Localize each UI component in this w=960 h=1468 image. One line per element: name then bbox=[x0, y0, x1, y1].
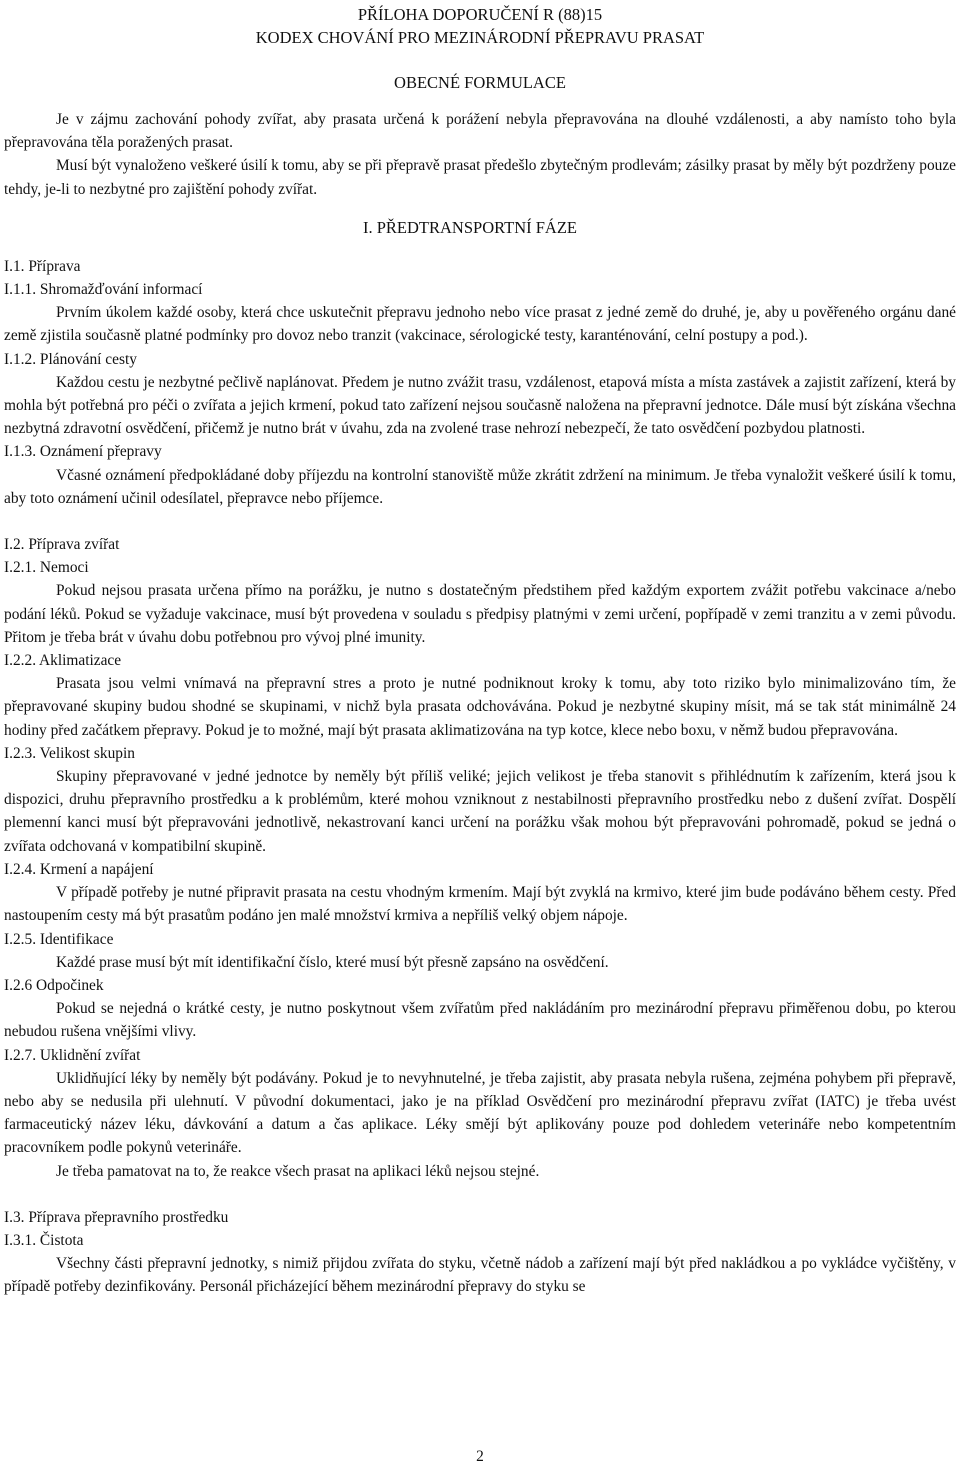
subsection-heading: I.2.7. Uklidnění zvířat bbox=[4, 1046, 141, 1064]
subsection-text: Skupiny přepravované v jedné jednotce by neměly být příliš veliké; jejich velikost je třeba stanovit s přihlédnutím k zařízením, která jsou k dispozici, druhu přepravního prostředku a k problémům, které mohou vzniknout z nestabilnosti přepravního prostředku nebo z dušení zvířat. Dospělí plemenní kanci musí být přepravováni jednotlivě, nekastrovaní kanci určení na porážku však mohou být přepravováni pohromadě, pokud se jedná o zvířata odchovaná v kompatibilní skupině. bbox=[4, 768, 956, 855]
subsection-heading: I.2.5. Identifikace bbox=[4, 930, 114, 948]
document-title-line-2: KODEX CHOVÁNÍ PRO MEZINÁRODNÍ PŘEPRAVU PRASAT bbox=[255, 28, 705, 47]
general-paragraph-1: Je v zájmu zachování pohody zvířat, aby prasata určená k porážení nebyla přepravována na dlouhé vzdálenosti, a aby namísto toho byla přepravována těla poražených prasat. bbox=[4, 111, 956, 152]
subsection-heading: I.3.1. Čistota bbox=[4, 1231, 84, 1249]
subsection-text: Všechny části přepravní jednotky, s nimiž přijdou zvířata do styku, včetně nádob a zařízení mají být před nakládkou a po vykládce vyčištěny, v případě potřeby dezinfikovány. Personál přicházející během mezinárodní přepravy do styku se bbox=[4, 1255, 956, 1296]
subsection-heading: I.2.1. Nemoci bbox=[4, 559, 89, 577]
spacer bbox=[4, 1183, 956, 1206]
subsection-text: Prasata jsou velmi vnímavá na přepravní stres a proto je nutné podniknout kroky k tomu, aby toto riziko bylo minimalizováno tím, že přepravované skupiny budou shodné se skupinami, v nichž byla prasata odchovávána. Pokud je nezbytné skupiny mísit, má se tak stát minimálně 24 hodiny před začátkem přepravy. Pokud je to možné, mají být prasata aklimatizována na typ kotce, klece nebo boxu, v němž budou přepravována. bbox=[4, 675, 956, 739]
subsection-text: Prvním úkolem každé osoby, která chce uskutečnit přepravu jednoho nebo více prasat z jedné země do druhé, je, aby u pověřeného orgánu dané země zjistila současně platné podmínky pro dovoz nebo tranzit (vakcinace, sérologické testy, karanténování, celní postupy a pod.). bbox=[4, 304, 956, 345]
general-section bbox=[4, 108, 956, 201]
subsection-heading: I.1.3. Oznámení přepravy bbox=[4, 443, 162, 461]
phase-heading: I. PŘEDTRANSPORTNÍ FÁZE bbox=[363, 217, 577, 237]
subsection-text: Každou cestu je nezbytné pečlivě naplánovat. Předem je nutno zvážit trasu, vzdálenost, etapová místa a místa zastávek a zajistit zařízení, která by mohla být potřebná pro péči o zvířata a jejich krmení, pokud tato zařízení nejsou současně naložena na přepravní jednotce. Dále musí být získána všechna nezbytná zdravotní osvědčení, přičemž je nutno brát v úvahu, zda na zvolené trase nehrozí nebezpečí, že tato osvědčení pozbydou platnosti. bbox=[4, 373, 956, 438]
subsection-text: Pokud nejsou prasata určena přímo na porážku, je nutno s dostatečným předstihem před každým exportem zvážit potřebu vakcinace a/nebo podání léků. Pokud se vyžaduje vakcinace, musí být provedena v souladu s předpisy platnými v zemi určení, popřípadě v zemi tranzitu a v zemi původu. Přitom je třeba brát v úvahu dobu potřebnou pro vývoj plné imunity. bbox=[4, 582, 956, 646]
subsection-heading: I.2.3. Velikost skupin bbox=[4, 744, 135, 762]
subsection-text: Včasné oznámení předpokládané doby příjezdu na kontrolní stanoviště může zkrátit zdržení na minimum. Je třeba vynaložit veškeré úsilí k tomu, aby toto oznámení učinil odesílatel, přepravce nebo příjemce. bbox=[4, 466, 956, 507]
subsection-text: Pokud se nejedná o krátké cesty, je nutno poskytnout všem zvířatům před nakládáním pro mezinárodní přepravu přiměřenou dobu, po kterou nebudou rušena vnějšími vlivy. bbox=[4, 1000, 956, 1041]
page-number: 2 bbox=[476, 1448, 484, 1465]
subsection-heading: I.1.1. Shromažďování informací bbox=[4, 281, 203, 299]
section-heading: I.2. Příprava zvířat bbox=[4, 536, 120, 554]
general-heading: OBECNÉ FORMULACE bbox=[394, 73, 566, 92]
document-title-line-1: PŘÍLOHA DOPORUČENÍ R (88)15 bbox=[357, 5, 603, 24]
section-heading: I.3. Příprava přepravního prostředku bbox=[4, 1208, 229, 1226]
subsection-heading: I.1.2. Plánování cesty bbox=[4, 350, 137, 368]
spacer bbox=[4, 510, 956, 533]
general-paragraph-2: Musí být vynaloženo veškeré úsilí k tomu, aby se při přepravě prasat předešlo zbytečným prodlevám; zásilky prasat by měly být pozdrženy pouze tehdy, je-li to nezbytné pro zajištění pohody zvířat. bbox=[4, 157, 956, 198]
section-heading: I.1. Příprava bbox=[4, 257, 81, 275]
subsection-heading: I.2.4. Krmení a napájení bbox=[4, 860, 154, 878]
subsection-heading: I.2.6 Odpočinek bbox=[4, 976, 104, 994]
subsection-text: Každé prase musí být mít identifikační číslo, které musí být přesně zapsáno na osvědčení. bbox=[56, 953, 609, 971]
subsection-text: Je třeba pamatovat na to, že reakce všech prasat na aplikaci léků nejsou stejné. bbox=[56, 1162, 540, 1180]
document-page bbox=[4, 0, 956, 1299]
subsection-text: V případě potřeby je nutné připravit prasata na cestu vhodným krmením. Mají být zvyklá na krmivo, které jim bude podáváno během cesty. Před nastoupením cesty má být prasatům podáno jen malé množství krmiva a nepříliš velký objem nápoje. bbox=[4, 884, 956, 925]
subsection-text: Uklidňující léky by neměly být podávány. Pokud je to nevyhnutelné, je třeba zajistit, aby prasata nebyla rušena, zejména pohybem při přepravě, nebo aby se nedusila při ulehnutí. V původní dokumentaci, jako je na příklad Osvědčení pro mezinárodní přepravu zvířat (IATC) je třeba uvést farmaceutický název léku, dávkování a datum a čas aplikace. Léky smějí být aplikovány pouze pod dohledem veterináře nebo kompetentním pracovníkem podle pokynů veterináře. bbox=[4, 1069, 956, 1157]
subsection-heading: I.2.2. Aklimatizace bbox=[4, 652, 122, 670]
